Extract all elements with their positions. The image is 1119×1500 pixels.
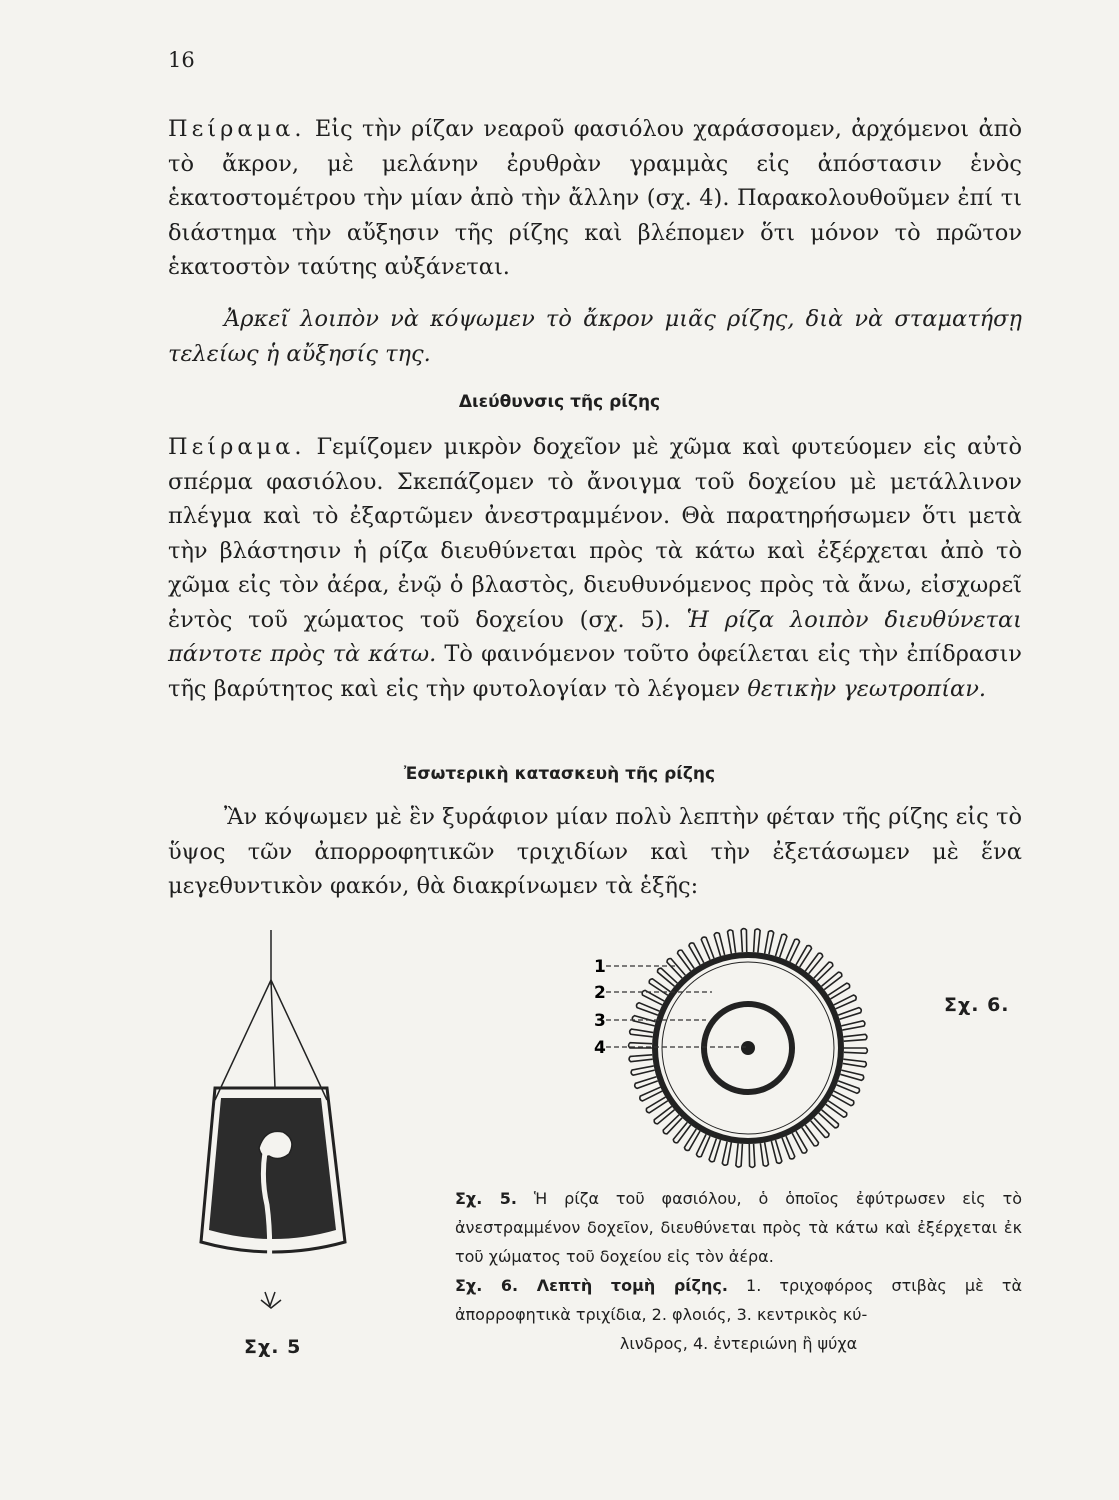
absorbing-hair bbox=[709, 1139, 720, 1162]
heading-internal-structure: Ἐσωτερικὴ κατασκευὴ τῆς ρίζης bbox=[403, 764, 716, 784]
paragraph-experiment-direction bbox=[168, 430, 1022, 706]
caption-text: 1. τριχοφόρος στιβὰς μὲ τὰ ἀπορροφητικὰ τριχίδια, 2. φλοιός, 3. κεντρικὸς κύ- bbox=[455, 1276, 1023, 1324]
page-number: 16 bbox=[168, 48, 195, 72]
caption-text: λινδρος, 4. ἐντεριώνη ἢ ψύχα bbox=[619, 1334, 858, 1353]
absorbing-hair bbox=[649, 979, 670, 995]
caption-figure-5 bbox=[455, 1184, 1022, 1271]
callout-4: 4 bbox=[594, 1038, 606, 1058]
hanging-wire-right bbox=[271, 980, 327, 1100]
pith bbox=[741, 1041, 755, 1055]
absorbing-hair bbox=[834, 995, 856, 1009]
absorbing-hair bbox=[714, 933, 724, 956]
callout-3: 3 bbox=[594, 1011, 606, 1031]
caption-text: Ἡ ρίζα τοῦ φασιόλου, ὁ ὁποῖος ἐφύτρωσεν εἰς τὸ ἀνεστραμμένον δοχεῖον, διευθύνεται πρὸς τὰ κάτω καὶ ἐξέρχεται ἐκ τοῦ χώματος τοῦ δοχείου εἰς τὸν ἀέρα. bbox=[455, 1189, 1023, 1266]
caption-figure-6 bbox=[455, 1271, 1022, 1329]
absorbing-hair bbox=[640, 1087, 662, 1101]
experiment-label: Πείραμα. bbox=[168, 434, 306, 460]
absorbing-hair bbox=[632, 1016, 655, 1026]
paragraph-text: Εἰς τὴν ρίζαν νεαροῦ φασιόλου χαράσσομεν, ἀρχόμενοι ἀπὸ τὸ ἄκρον, μὲ μελάνην ἐρυθρὰν γραμμὰς εἰς ἀπόστασιν ἑνὸς ἑκατοστομέτρου τὴν μίαν ἀπὸ τὴν ἄλλην (σχ. 4). Παρακολουθοῦμεν ἐπί τι διάστημα τὴν αὔξησιν τῆς ρίζης καὶ βλέπομεν ὅτι μόνον τὸ πρῶτον ἑκατοστὸν ταύτης αὐξάνεται. bbox=[168, 116, 1022, 280]
hanging-wire-left bbox=[215, 980, 271, 1100]
absorbing-hair bbox=[776, 934, 787, 957]
absorbing-hair bbox=[826, 1101, 847, 1117]
absorbing-hair bbox=[630, 1029, 654, 1037]
absorbing-hair bbox=[841, 1021, 864, 1030]
experiment-label: Πείραμα. bbox=[168, 116, 306, 142]
absorbing-hair bbox=[838, 1008, 861, 1020]
absorbing-hair bbox=[722, 1142, 731, 1166]
absorbing-hair bbox=[840, 1070, 863, 1080]
heading-root-direction: Διεύθυνσις τῆς ρίζης bbox=[458, 392, 661, 412]
emphasis-text: Ἡ ρίζα λοιπὸν διευθύνεται πάντοτε πρὸς τὰ κάτω. bbox=[168, 606, 1022, 667]
absorbing-hair bbox=[786, 939, 800, 961]
absorbing-hair bbox=[629, 1055, 653, 1062]
absorbing-hair bbox=[844, 1048, 868, 1053]
absorbing-hair bbox=[837, 1081, 860, 1093]
paragraph-text: Τὸ φαινόμενον τοῦτο ὀφείλεται εἰς τὴν ἐπίδρασιν τῆς βαρύτητος καὶ εἰς τὴν φυτολογίαν τὸ λέγομεν bbox=[168, 641, 1022, 702]
absorbing-hair bbox=[646, 1097, 667, 1113]
soil bbox=[209, 1098, 336, 1239]
figure-5-inverted-pot bbox=[195, 930, 355, 1330]
paragraph-internal-structure bbox=[168, 800, 1022, 904]
paragraph-text: Ἂν κόψωμεν μὲ ἓν ξυράφιον μίαν πολὺ λεπτὴν φέταν τῆς ρίζης εἰς τὸ ὕψος τῶν ἀπορροφητικῶν τριχιδίων καὶ τὴν ἐξετάσωμεν μὲ ἕνα μεγεθυντικὸν φακόν, θὰ διακρίνωμεν τὰ ἑξῆς: bbox=[168, 804, 1022, 899]
paragraph-experiment-growth bbox=[168, 112, 1022, 285]
absorbing-hair bbox=[684, 1129, 700, 1151]
absorbing-hair bbox=[771, 1140, 781, 1163]
absorbing-hair bbox=[754, 929, 761, 953]
paragraph-conclusion bbox=[168, 302, 1022, 371]
absorbing-hair bbox=[792, 1131, 807, 1153]
absorbing-hair bbox=[765, 931, 774, 955]
absorbing-hair bbox=[728, 930, 736, 954]
absorbing-hair bbox=[696, 1134, 710, 1156]
absorbing-hair bbox=[631, 1066, 654, 1075]
absorbing-hair bbox=[635, 1077, 658, 1089]
absorbing-hair bbox=[749, 1144, 755, 1168]
absorbing-hair bbox=[843, 1059, 867, 1067]
absorbing-hair bbox=[678, 950, 695, 971]
figure-6-label: Σχ. 6. bbox=[944, 994, 1010, 1016]
figure-5-label: Σχ. 5 bbox=[244, 1336, 302, 1358]
caption-label: Σχ. 5. bbox=[455, 1189, 517, 1208]
absorbing-hair bbox=[796, 946, 812, 968]
callout-2: 2 bbox=[594, 983, 606, 1003]
term-geotropism: θετικὴν γεωτροπίαν. bbox=[747, 675, 987, 702]
caption-figure-6-last-line bbox=[455, 1329, 1022, 1358]
absorbing-hair bbox=[736, 1143, 743, 1167]
caption-label: Σχ. 6. Λεπτὴ τομὴ ρίζης. bbox=[455, 1276, 728, 1295]
callout-1: 1 bbox=[594, 957, 606, 977]
absorbing-hair bbox=[741, 929, 747, 953]
absorbing-hair bbox=[701, 937, 714, 960]
absorbing-hair bbox=[828, 983, 849, 999]
absorbing-hair bbox=[637, 1003, 660, 1015]
absorbing-hair bbox=[782, 1136, 795, 1159]
absorbing-hair bbox=[642, 990, 664, 1005]
absorbing-hair bbox=[832, 1091, 854, 1106]
absorbing-hair bbox=[760, 1143, 768, 1167]
absorbing-hair bbox=[689, 943, 704, 965]
paragraph-text: Γεμίζομεν μικρὸν δοχεῖον μὲ χῶμα καὶ φυτεύομεν εἰς αὐτὸ σπέρμα φασιόλου. Σκεπάζομεν τὸ ἄνοιγμα τοῦ δοχείου μὲ μετάλλινον πλέγμα καὶ τὸ ἐξαρτῶμεν ἀνεστραμμένον. Θὰ παρατηρήσωμεν ὅτι μετὰ τὴν βλάστησιν ἡ ρίζα διευθύνεται πρὸς τὰ κάτω καὶ ἐξέρχεται ἀπὸ τὸ χῶμα εἰς τὸν ἀέρα, ἐνῷ ὁ βλαστὸς, διευθυνόμενος πρὸς τὰ ἄνω, εἰσχωρεῖ ἐντὸς τοῦ χώματος τοῦ δοχείου (σχ. 5). bbox=[168, 434, 1022, 633]
absorbing-hair bbox=[843, 1034, 867, 1041]
conclusion-text: Ἀρκεῖ λοιπὸν νὰ κόψωμεν τὸ ἄκρον μιᾶς ρίζης, διὰ νὰ σταματήσῃ τελείως ἡ αὔξησίς της. bbox=[168, 306, 1022, 367]
absorbing-hair bbox=[802, 1125, 819, 1146]
hanging-wire-center bbox=[271, 980, 275, 1088]
